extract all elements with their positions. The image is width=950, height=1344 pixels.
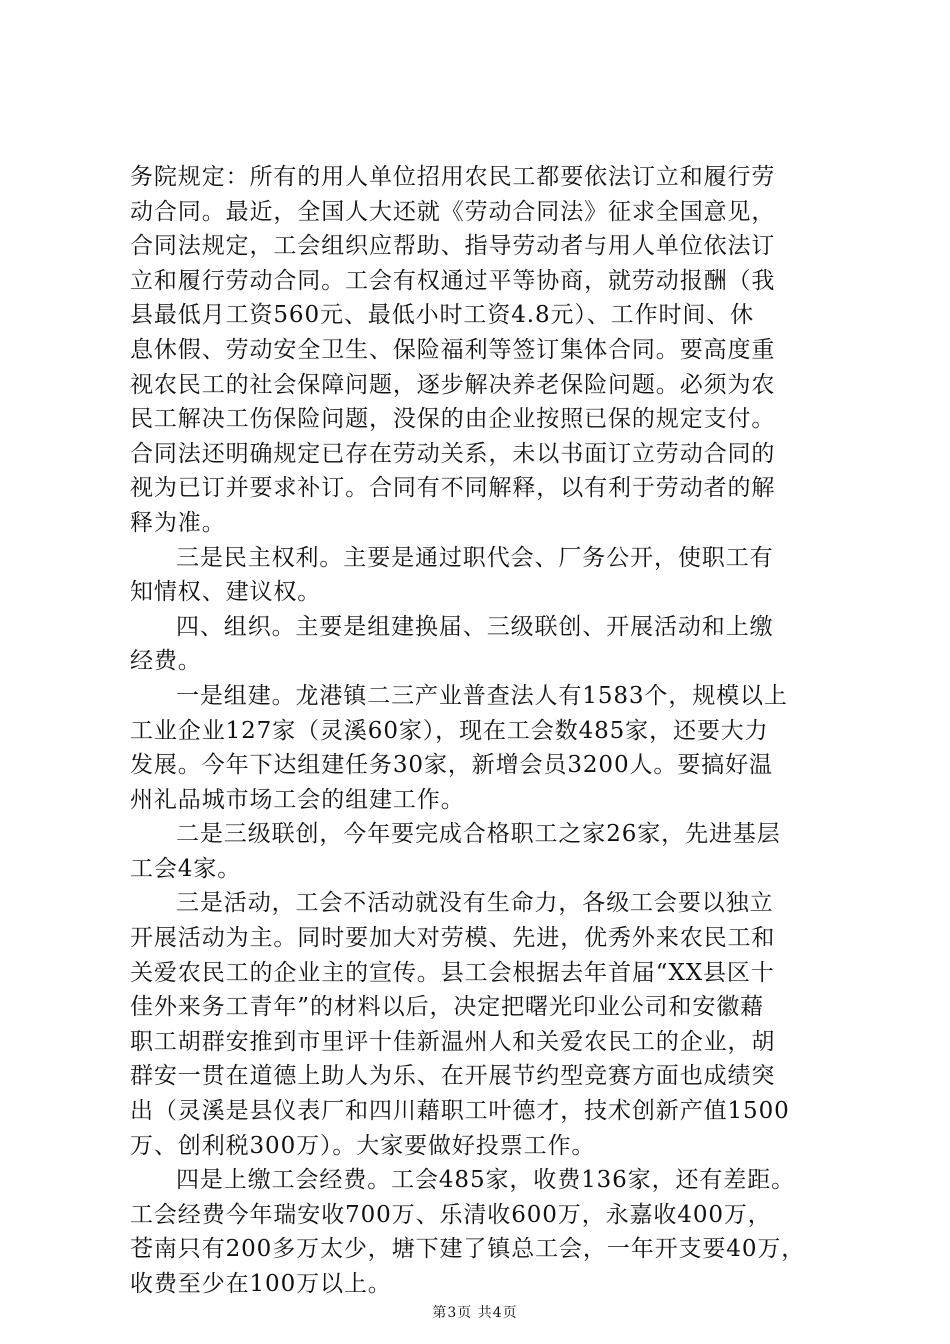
text-line: 一是组建。龙港镇二三产业普查法人有1583个，规模以上 (176, 682, 788, 709)
text-line: 发展。今年下达组建任务30家，新增会员3200人。要搞好温 (130, 752, 773, 779)
text-line: 收费至少在100万以上。 (130, 1271, 392, 1297)
text-line: 州礼品城市场工会的组建工作。 (130, 786, 465, 813)
text-line: 职工胡群安推到市里评十佳新温州人和关爱农民工的企业，胡 (130, 1028, 776, 1055)
text-line: 万、创利税300万）。大家要做好投票工作。 (130, 1132, 596, 1159)
text-line: 民工解决工伤保险问题，没保的由企业按照已保的规定支付。 (130, 406, 776, 433)
text-line: 佳外来务工青年”的材料以后，决定把曙光印业公司和安徽藉 (130, 994, 765, 1021)
text-line: 动合同。最近，全国人大还就《劳动合同法》征求全国意见， (130, 198, 776, 225)
text-line: 四、组织。主要是组建换届、三级联创、开展活动和上缴 (176, 613, 774, 640)
text-line: 工会4家。 (130, 855, 242, 882)
text-line: 知情权、建议权。 (130, 579, 322, 606)
text-line: 务院规定：所有的用人单位招用农民工都要依法订立和履行劳 (130, 164, 776, 190)
text-line: 立和履行劳动合同。工会有权通过平等协商，就劳动报酬（我 (130, 267, 776, 294)
text-line: 三是民主权利。主要是通过职代会、厂务公开，使职工有 (176, 544, 774, 571)
text-line: 息休假、劳动安全卫生、保险福利等签订集体合同。要高度重 (130, 336, 776, 363)
text-line: 释为准。 (130, 509, 226, 536)
text-line: 县最低月工资560元、最低小时工资4.8元）、工作时间、休 (130, 302, 755, 329)
text-line: 工会经费今年瑞安收700万、乐清收600万，永嘉收400万， (130, 1201, 772, 1228)
page-footer: 第3页 共4页 (432, 1305, 518, 1321)
text-line: 视农民工的社会保障问题，逐步解决养老保险问题。必须为农 (130, 371, 776, 398)
text-line: 苍南只有200多万太少，塘下建了镇总工会，一年开支要40万， (130, 1236, 806, 1263)
text-line: 视为已订并要求补订。合同有不同解释，以有利于劳动者的解 (130, 475, 776, 502)
document-body (130, 160, 850, 1302)
text-line: 出（灵溪是县仪表厂和四川藉职工叶德才，技术创新产值1500 (130, 1098, 790, 1125)
text-line: 关爱农民工的企业主的宣传。县工会根据去年首届“XX县区十 (130, 959, 775, 986)
text-line: 合同法规定，工会组织应帮助、指导劳动者与用人单位依法订 (130, 233, 776, 260)
text-line: 二是三级联创，今年要完成合格职工之家26家，先进基层 (176, 821, 781, 848)
text-line: 四是上缴工会经费。工会485家，收费136家，还有差距。 (176, 1167, 795, 1194)
text-line: 工业企业127家（灵溪60家），现在工会数485家，还要大力 (130, 717, 769, 744)
text-line: 三是活动，工会不活动就没有生命力，各级工会要以独立 (176, 890, 774, 917)
text-line: 群安一贯在道德上助人为乐、在开展节约型竞赛方面也成绩突 (130, 1063, 776, 1090)
text-line: 开展活动为主。同时要加大对劳模、先进，优秀外来农民工和 (130, 925, 776, 952)
text-line: 合同法还明确规定已存在劳动关系，未以书面订立劳动合同的 (130, 440, 776, 467)
text-line: 经费。 (130, 648, 202, 675)
